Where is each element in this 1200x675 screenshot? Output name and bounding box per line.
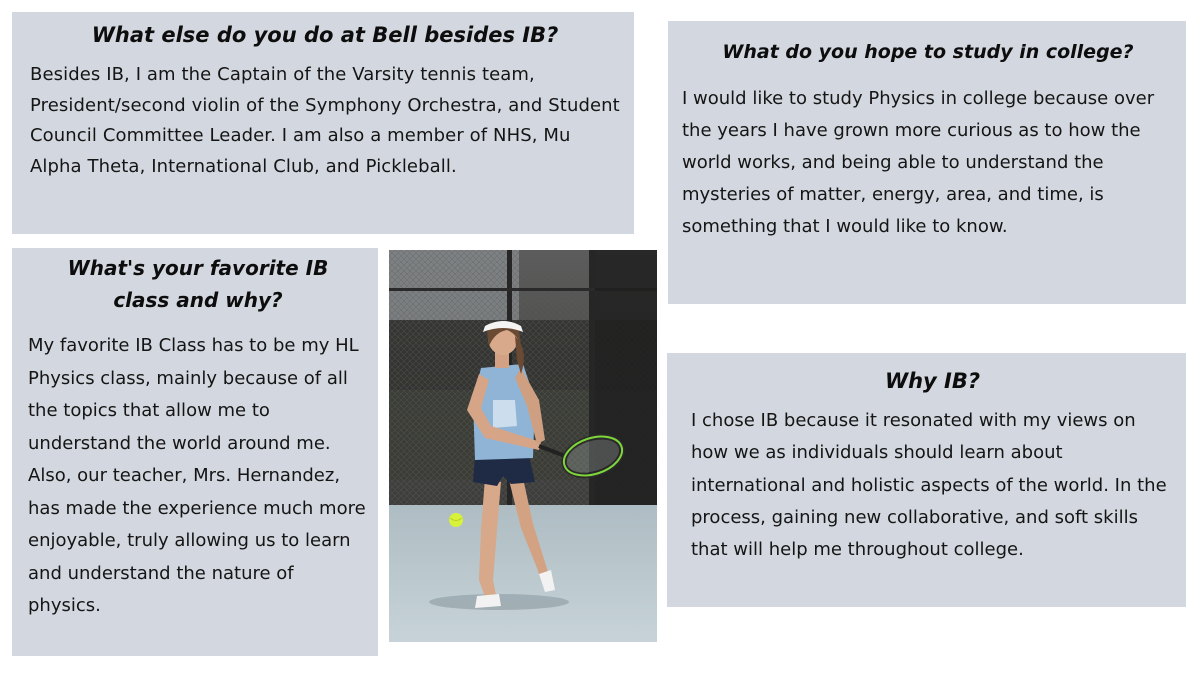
heading-besides-ib: What else do you do at Bell besides IB? [91,23,559,47]
body-besides-ib: Besides IB, I am the Captain of the Varsity tennis team, President/second violin of the Symphony Orchestra, and Student Council Committee Leader. I am also a member of NHS, Mu Alpha Theta, International Club, and Pickleball. [30,64,620,177]
body-study-college: I would like to study Physics in college because over the years I have grown more curious as to how the world works, and being able to understand the mysteries of matter, energy, area, and time, is something that I would like to know. [682,88,1155,237]
heading-study-college: What do you hope to study in college? [722,41,1134,63]
heading-why-ib: Why IB? [884,369,981,393]
body-favorite-class: My favorite IB Class has to be my HL Physics class, mainly because of all the topics that allow me to understand the world around me. Also, our teacher, Mrs. Hernandez, has made the experience much more enjoyable, truly allowing us to learn and understand the nature of physics. [28,335,366,616]
tennis-player-photo [389,250,657,642]
player-shoe [475,594,501,608]
card-study-college [668,21,1186,304]
card-besides-ib [12,12,634,234]
card-favorite-class [12,248,378,656]
heading-favorite-class: What's your favorite IB class and why? [67,256,329,312]
tennis-player-illustration [389,250,657,642]
body-why-ib: I chose IB because it resonated with my views on how we as individuals should learn about international and holistic aspects of the world. In the process, gaining new collaborative, and soft skills that will help me throughout college. [691,410,1167,561]
card-why-ib [667,353,1186,607]
